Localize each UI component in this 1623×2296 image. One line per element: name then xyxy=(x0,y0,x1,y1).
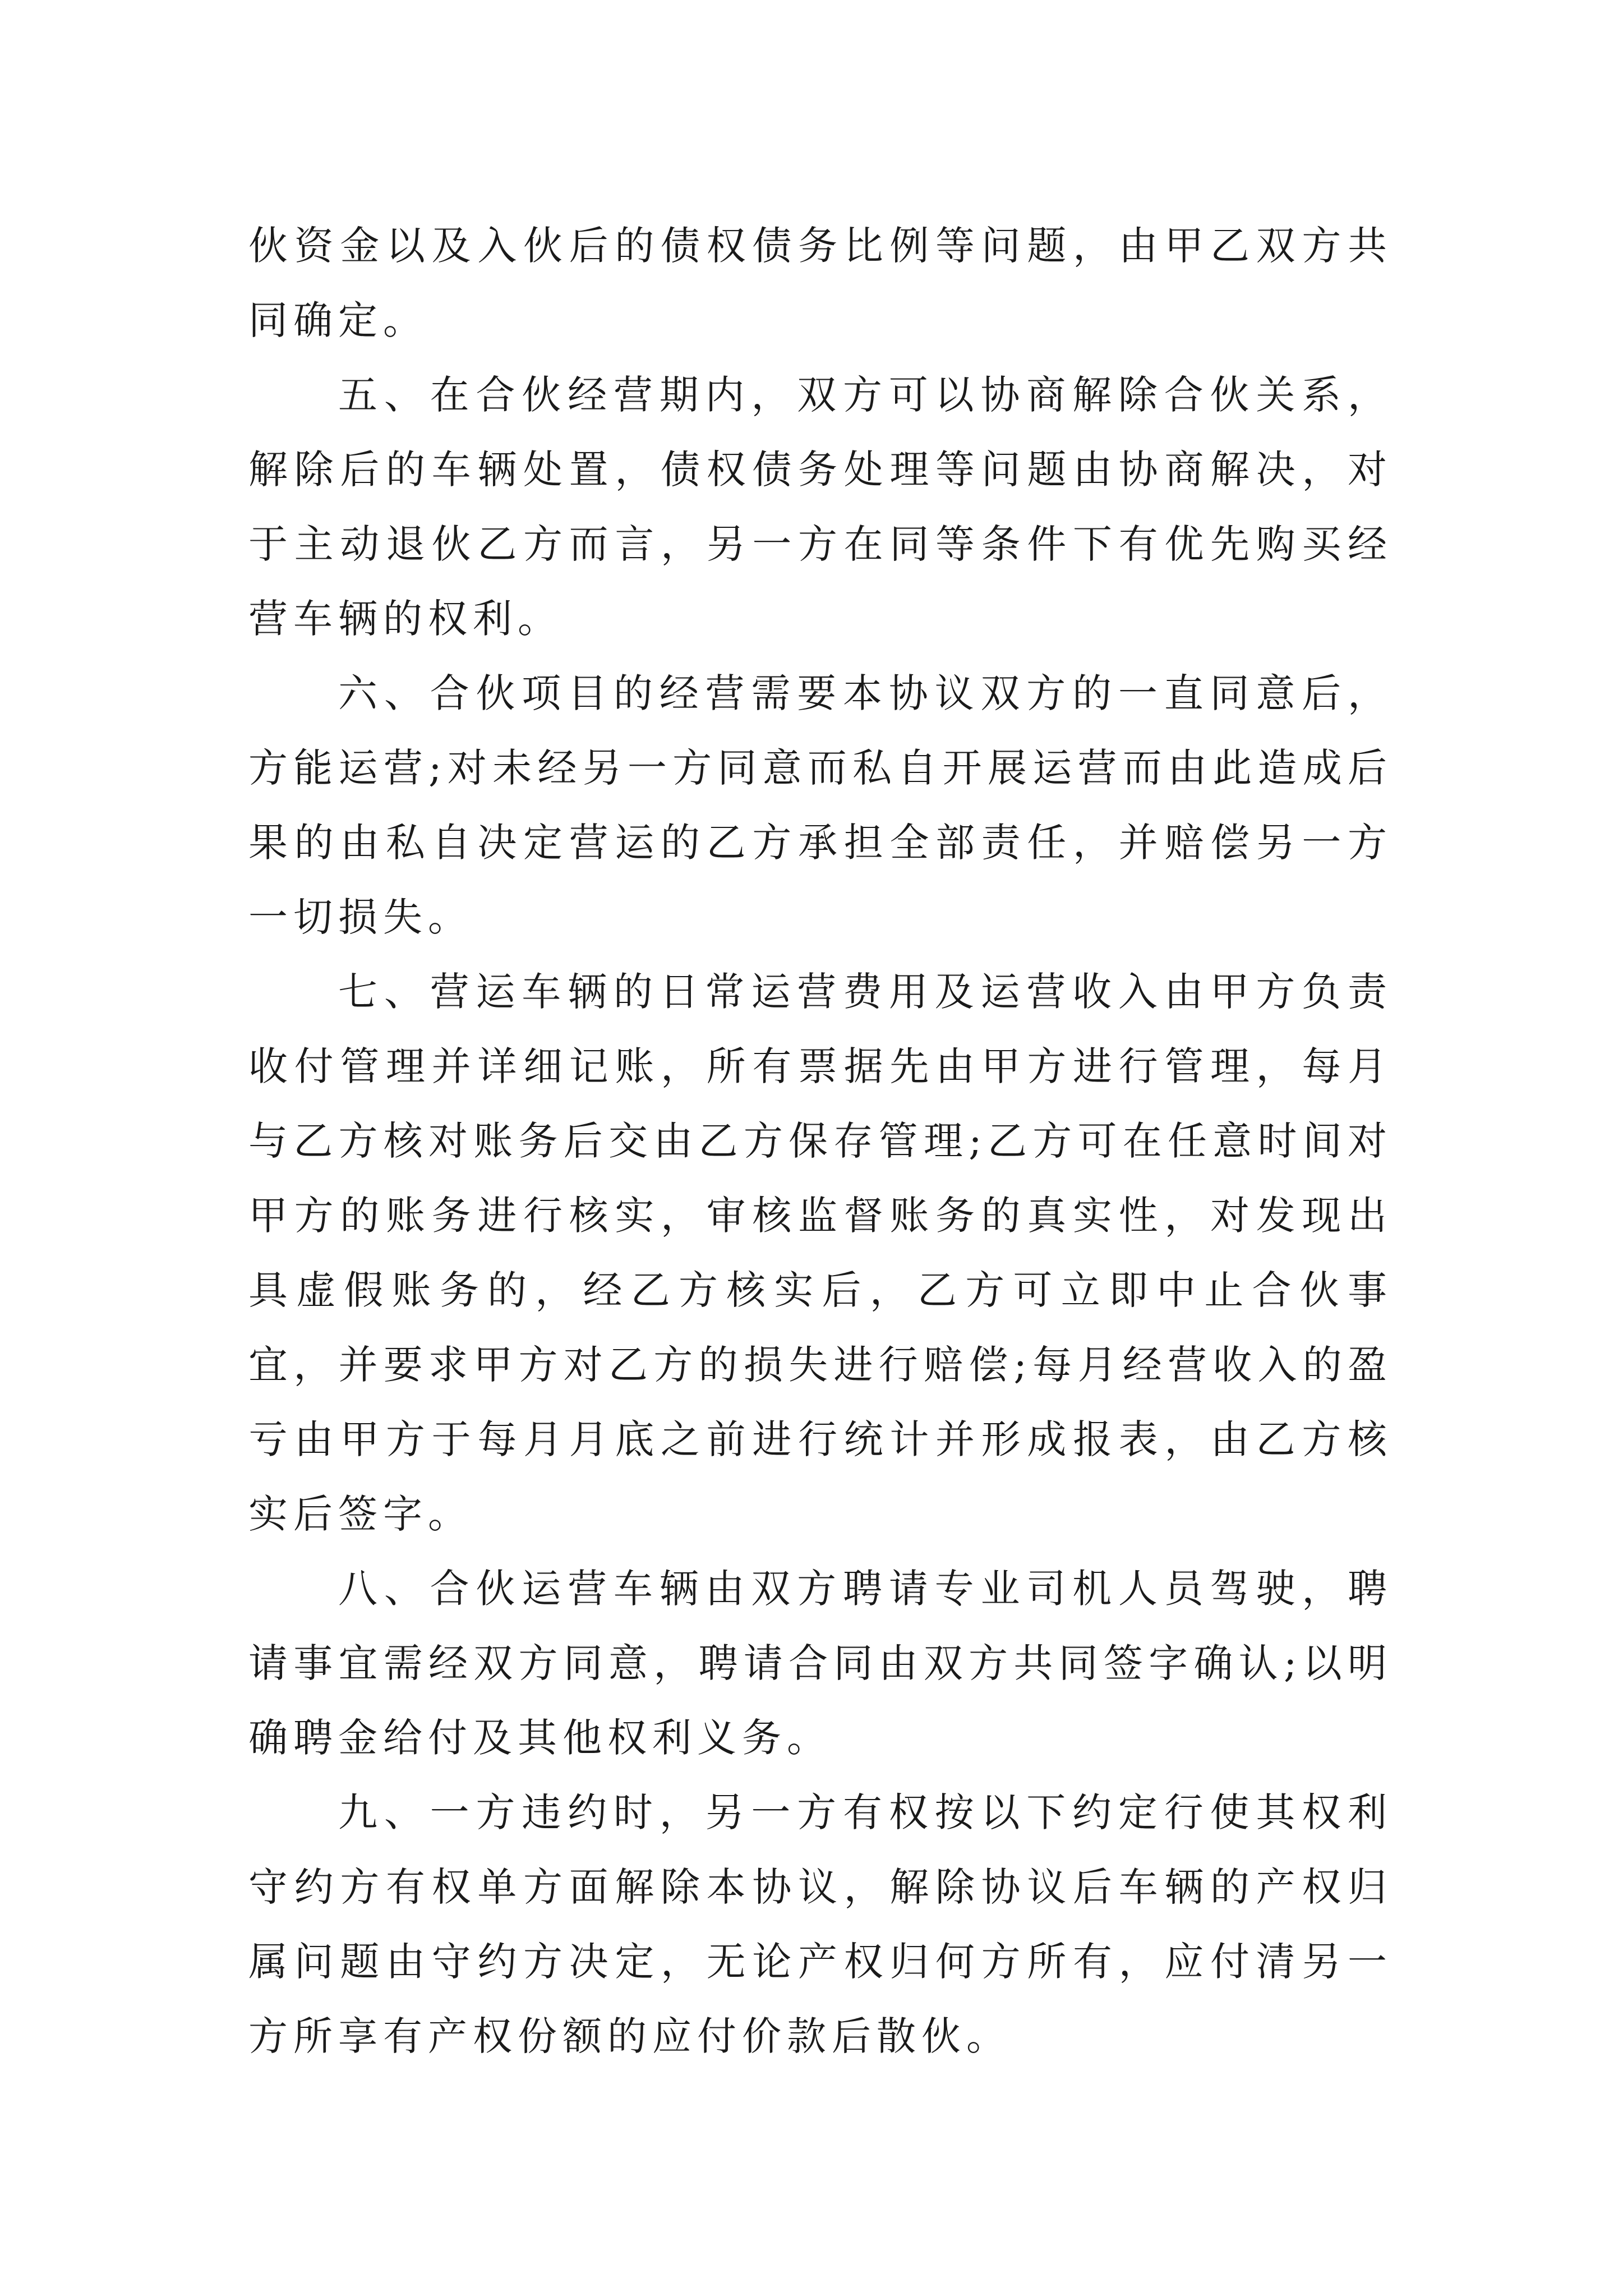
paragraph-clause-nine: 九、一方违约时，另一方有权按以下约定行使其权利守约方有权单方面解除本协议，解除协议后车辆的产权归属问题由守约方决定，无论产权归何方所有，应付清另一方所享有产权份额的应付价款后散伙。 xyxy=(248,1789,1393,2059)
paragraph-clause-six: 六、合伙项目的经营需要本协议双方的一直同意后，方能运营;对未经另一方同意而私自开展运营而由此造成后果的由私自决定营运的乙方承担全部责任，并赔偿另一方一切损失。 xyxy=(248,670,1393,940)
document-body xyxy=(248,209,1393,2074)
paragraph-clause-eight: 八、合伙运营车辆由双方聘请专业司机人员驾驶，聘请事宜需经双方同意，聘请合同由双方共同签字确认;以明确聘金给付及其他权利义务。 xyxy=(248,1566,1393,1761)
paragraph-clause-five: 五、在合伙经营期内，双方可以协商解除合伙关系，解除后的车辆处置，债权债务处理等问题由协商解决，对于主动退伙乙方而言，另一方在同等条件下有优先购买经营车辆的权利。 xyxy=(248,372,1393,642)
paragraph-clause-seven: 七、营运车辆的日常运营费用及运营收入由甲方负责收付管理并详细记账，所有票据先由甲方进行管理，每月与乙方核对账务后交由乙方保存管理;乙方可在任意时间对甲方的账务进行核实，审核监督账务的真实性，对发现出具虚假账务的，经乙方核实后，乙方可立即中止合伙事宜，并要求甲方对乙方的损失进行赔偿;每月经营收入的盈亏由甲方于每月月底之前进行统计并形成报表，由乙方核实后签字。 xyxy=(248,969,1393,1537)
paragraph-continued: 伙资金以及入伙后的债权债务比例等问题，由甲乙双方共同确定。 xyxy=(248,223,1393,343)
